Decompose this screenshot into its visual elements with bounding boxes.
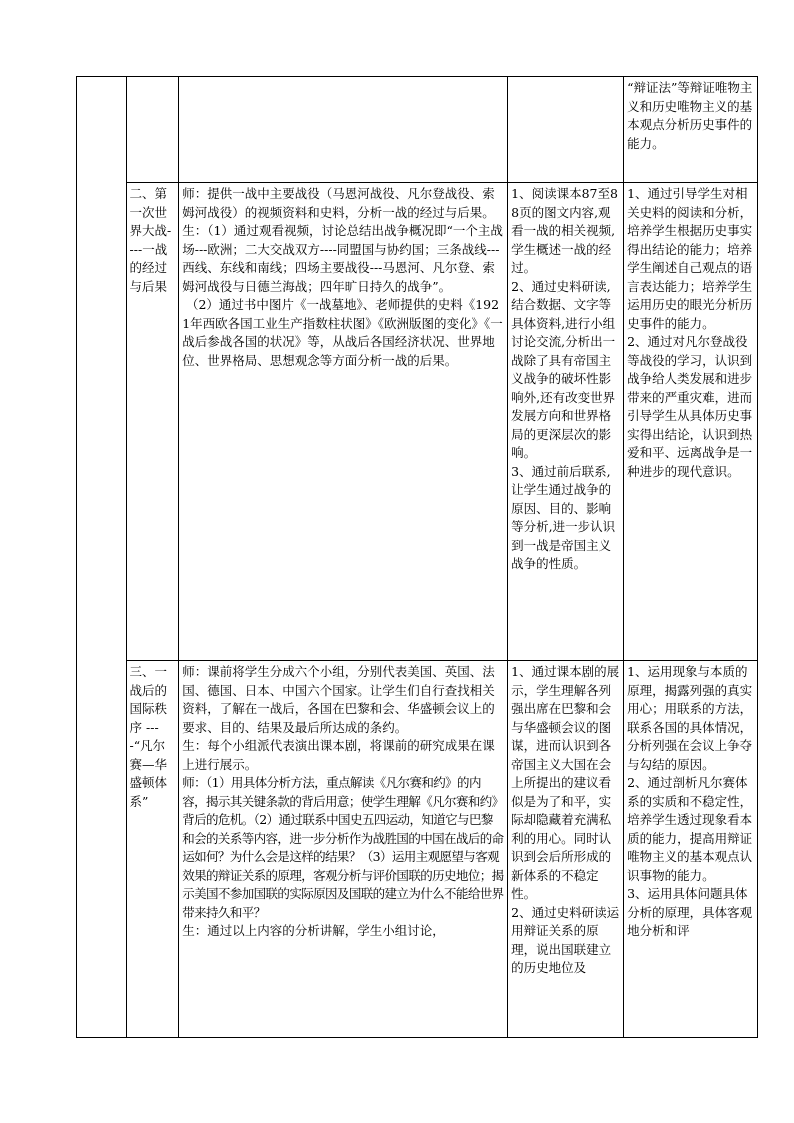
- activity-paragraph: 1、通过课本剧的展示，学生理解各列强出席在巴黎和会与华盛顿会议的图谋，进而认识到各帝国主义大国在会上所提出的建议看似是为了和平，实际却隐藏着充满私利的用心。同时认识到会后所形成的新体系的不稳定性。: [511, 664, 620, 901]
- goal-cell: [624, 77, 758, 183]
- section-title: 二、第一次世界大战----一战的经过与后果: [129, 186, 172, 294]
- table-row: [77, 661, 758, 1038]
- student-activity-cell: [508, 661, 624, 1038]
- goal-paragraph: 1、通过引导学生对相关史料的阅读和分析，培养学生根据历史事实得出结论的能力；培养学生阐述自己观点的语言表达能力；培养学生运用历史的眼光分析历史事件的能力。: [627, 186, 753, 331]
- section-cell: [126, 183, 179, 661]
- table-row: [77, 183, 758, 661]
- section-title: 三、一战后的国际秩序 ----“凡尔赛—华盛顿体系”: [129, 664, 168, 809]
- teacher-paragraph: 师：（1）用具体分析方法，重点解读《凡尔赛和约》的内容，揭示其关键条款的背后用意；使学生理解《凡尔赛和约》背后的危机。（2）通过联系中国史五四运动，知道它与巴黎和会的关系等内容，进一步分析作为战胜国的中国在战后的命运如何？为什么会是这样的结果？（3）运用主观愿望与客观效果的辩证关系的原理，客观分析与评价国联的历史地位；揭示美国不参加国联的实际原因及国联的建立为什么不能给世界带来持久和平？: [182, 775, 504, 920]
- teacher-paragraph: 师：提供一战中主要战役（马恩河战役、凡尔登战役、索姆河战役）的视频资料和史料，分析一战的经过与后果。: [182, 186, 495, 220]
- teacher-paragraph: 师：课前将学生分成六个小组，分别代表美国、英国、法国、德国、日本、中国六个国家。让学生们自行查找相关资料，了解在一战后，各国在巴黎和会、华盛顿会议上的要求、目的、结果及最后所达成的条约。: [182, 664, 495, 735]
- table-row: [77, 77, 758, 183]
- left-margin-cell: [77, 77, 127, 1038]
- lesson-plan-table: [76, 76, 758, 1038]
- student-activity-cell: [508, 77, 624, 183]
- goal-paragraph: 3、运用具体问题具体分析的原理，具体客观地分析和评: [627, 886, 753, 938]
- activity-paragraph: 3、通过前后联系,让学生通过战争的原因、目的、影响等分析,进一步认识到一战是帝国主义战争的性质。: [511, 463, 616, 571]
- activity-paragraph: 1、阅读课本87至88页的图文内容,观看一战的相关视频,学生概述一战的经过。: [511, 186, 618, 275]
- activity-paragraph: 2、通过史料研读运用辩证关系的原理，说出国联建立的历史地位及: [511, 904, 620, 975]
- goal-paragraph: 1、运用现象与本质的原理，揭露列强的真实用心；用联系的方法，联系各国的具体情况，分析列强在会议上争夺与勾结的原因。: [627, 664, 753, 772]
- student-paragraph: 生：每个小组派代表演出课本剧，将课前的研究成果在课上进行展示。: [182, 738, 495, 772]
- student-activity-cell: [508, 183, 624, 661]
- teacher-student-cell: [179, 661, 508, 1038]
- student-paragraph: 生：（1）通过观看视频，讨论总结出战争概况即“一个主战场---欧洲；二大交战双方----同盟国与协约国；三条战线---西线、东线和南线；四场主要战役---马恩河、凡尔登、索姆河战役与日德兰海战；四年旷日持久的战争”。: [182, 223, 503, 294]
- goal-paragraph: “辩证法”等辩证唯物主义和历史唯物主义的基本观点分析历史事件的能力。: [627, 80, 753, 151]
- goal-paragraph: 2、通过对凡尔登战役等战役的学习，认识到战争给人类发展和进步带来的严重灾难，进而引导学生从具体历史事实得出结论，认识到热爱和平、远离战争是一种进步的现代意识。: [627, 334, 753, 479]
- teacher-student-cell: [179, 183, 508, 661]
- goal-cell: [624, 661, 758, 1038]
- goal-paragraph: 2、通过剖析凡尔赛体系的实质和不稳定性，培养学生透过现象看本质的能力，提高用辩证唯物主义的基本观点认识事物的能力。: [627, 775, 753, 883]
- teacher-student-cell: [179, 77, 508, 183]
- goal-cell: [624, 183, 758, 661]
- section-cell: [126, 661, 179, 1038]
- activity-paragraph: 2、通过史料研读,结合数据、文字等具体资料,进行小组讨论交流,分析出一战除了具有帝国主义战争的破坏性影响外,还有改变世界发展方向和世界格局的更深层次的影响。: [511, 278, 616, 460]
- student-paragraph: 生：通过以上内容的分析讲解，学生小组讨论，: [182, 923, 445, 938]
- student-paragraph: （2）通过书中图片《一战墓地》、老师提供的史料《1921年西欧各国工业生产指数柱状图》《欧洲版图的变化》《一战后参战各国的状况》等，从战后各国经济状况、世界地位、世界格局、思想观念等方面分析一战的后果。: [182, 297, 503, 368]
- section-cell: [126, 77, 179, 183]
